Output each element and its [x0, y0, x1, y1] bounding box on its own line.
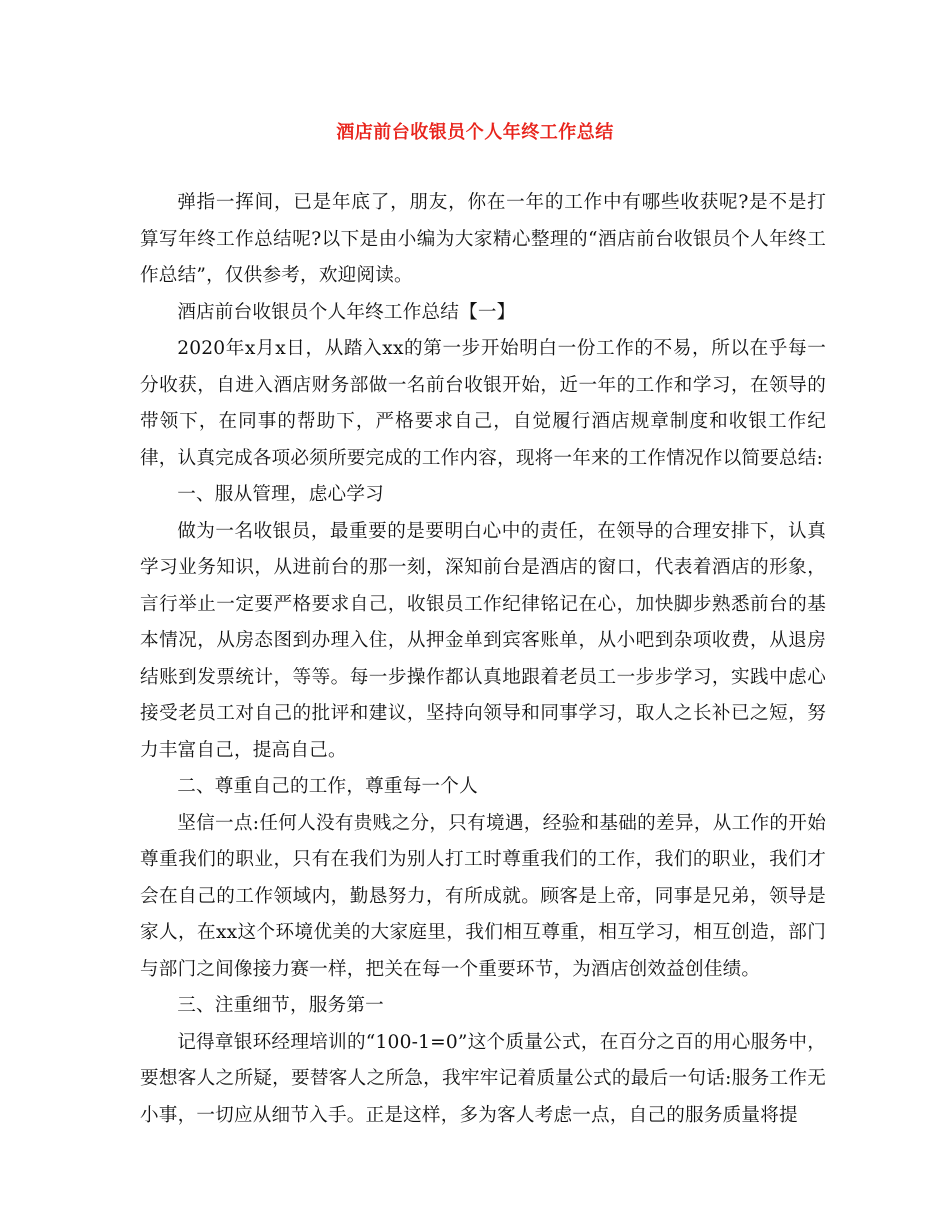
- section-2-paragraph: 坚信一点:任何人没有贵贱之分，只有境遇，经验和基础的差异，从工作的开始尊重我们的职业，只有在我们为别人打工时尊重我们的工作，我们的职业，我们才会在自己的工作领域内，勤恳努力，有所成就。顾客是上帝，同事是兄弟，领导是家人，在xx这个环境优美的大家庭里，我们相互尊重，相互学习，相互创造，部门与部门之间像接力赛一样，把关在每一个重要环节，为酒店创效益创佳绩。: [140, 812, 826, 980]
- document-title: 酒店前台收银员个人年终工作总结: [336, 122, 614, 143]
- opening-paragraph: 2020年x月x日，从踏入xx的第一步开始明白一份工作的不易，所以在乎每一分收获，自进入酒店财务部做一名前台收银开始，近一年的工作和学习，在领导的带领下，在同事的帮助下，严格要求自己，自觉履行酒店规章制度和收银工作纪律，认真完成各项必须所要完成的工作内容，现将一年来的工作情况作以简要总结:: [140, 338, 826, 469]
- section-heading-1: 一、服从管理，虑心学习: [177, 484, 384, 505]
- intro-paragraph: 弹指一挥间，已是年底了，朋友，你在一年的工作中有哪些收获呢?是不是打算写年终工作总结呢?以下是由小编为大家精心整理的“酒店前台收银员个人年终工作总结”，仅供参考，欢迎阅读。: [140, 192, 826, 286]
- section-1-paragraph: 做为一名收银员，最重要的是要明白心中的责任，在领导的合理安排下，认真学习业务知识，从进前台的那一刻，深知前台是酒店的窗口，代表着酒店的形象，言行举止一定要严格要求自己，收银员工作纪律铭记在心，加快脚步熟悉前台的基本情况，从房态图到办理入住，从押金单到宾客账单，从小吧到杂项收费，从退房结账到发票统计，等等。每一步操作都认真地跟着老员工一步步学习，实践中虑心接受老员工对自己的批评和建议，坚持向领导和同事学习，取人之长补已之短，努力丰富自己，提高自己。: [140, 520, 826, 761]
- section-heading-part-one: 酒店前台收银员个人年终工作总结【一】: [177, 301, 516, 323]
- section-3-paragraph: 记得章银环经理培训的“100-1=0”这个质量公式，在百分之百的用心服务中，要想客人之所疑，要替客人之所急，我牢牢记着质量公式的最后一句话:服务工作无小事，一切应从细节入手。正是这样，多为客人考虑一点，自己的服务质量将提: [140, 1031, 826, 1126]
- section-heading-3: 三、注重细节，服务第一: [177, 995, 384, 1016]
- document-body: [140, 185, 826, 1134]
- section-heading-2: 二、尊重自己的工作，尊重每一个人: [177, 776, 478, 797]
